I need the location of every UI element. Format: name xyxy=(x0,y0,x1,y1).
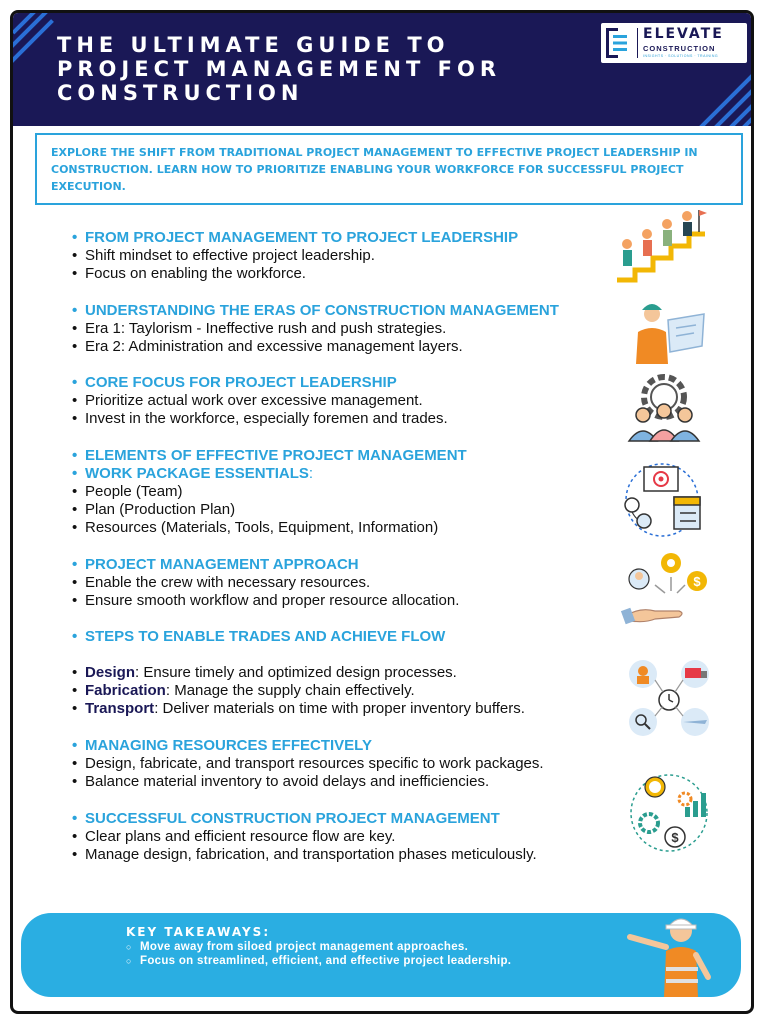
title-line: PROJECT MANAGEMENT FOR xyxy=(57,57,502,81)
takeaways-list xyxy=(126,940,576,968)
svg-text:$: $ xyxy=(671,830,679,845)
list-item: • Design, fabricate, and transport resources specific to work packages. xyxy=(70,755,630,773)
section-resources xyxy=(70,737,630,791)
item-text: : Manage the supply chain effectively. xyxy=(165,682,415,699)
construction-worker-icon xyxy=(626,907,718,997)
section-heading: • STEPS TO ENABLE TRADES AND ACHIEVE FLOW xyxy=(70,628,630,646)
list-item: • Era 1: Taylorism - Ineffective rush and push strategies. xyxy=(70,320,630,338)
item-text: : Ensure timely and optimized design processes. xyxy=(135,664,457,681)
infographic-frame xyxy=(10,10,754,1014)
subheading-suffix: : xyxy=(308,465,314,482)
team-gear-icon xyxy=(623,373,705,443)
list-item xyxy=(70,664,630,682)
section-heading: • FROM PROJECT MANAGEMENT TO PROJECT LEADERSHIP xyxy=(70,229,630,247)
list-item: • Era 2: Administration and excessive management layers. xyxy=(70,338,630,356)
section-elements xyxy=(70,447,630,537)
item-key: Design xyxy=(85,664,136,681)
list-item: • Balance material inventory to avoid delays and inefficiencies. xyxy=(70,773,630,791)
section-heading: • CORE FOCUS FOR PROJECT LEADERSHIP xyxy=(70,374,630,392)
svg-text:$: $ xyxy=(693,574,701,589)
team-climbing-stairs-icon xyxy=(613,208,709,288)
section-heading: • ELEMENTS OF EFFECTIVE PROJECT MANAGEMENT xyxy=(70,447,630,465)
key-takeaways-panel xyxy=(21,913,741,997)
takeaway-item: ○ Focus on streamlined, efficient, and effective project leadership. xyxy=(126,954,576,968)
section-heading: • MANAGING RESOURCES EFFECTIVELY xyxy=(70,737,630,755)
title-line: CONSTRUCTION xyxy=(57,81,304,105)
section-heading: • SUCCESSFUL CONSTRUCTION PROJECT MANAGEMENT xyxy=(70,810,630,828)
logo-divider xyxy=(637,28,638,58)
subheading-text: WORK PACKAGE ESSENTIALS xyxy=(85,465,309,482)
logo-mark-icon xyxy=(605,27,631,59)
clock-gear-money-icon xyxy=(625,771,713,855)
list-item xyxy=(70,700,630,718)
logo-name: ELEVATE xyxy=(643,26,724,42)
list-item: • Enable the crew with necessary resources. xyxy=(70,574,630,592)
list-item: • Manage design, fabrication, and transportation phases meticulously. xyxy=(70,846,630,864)
section-approach xyxy=(70,556,630,610)
logo-subtitle: CONSTRUCTION xyxy=(643,44,716,53)
item-key: Fabrication xyxy=(85,682,166,699)
section-success xyxy=(70,810,630,864)
list-item xyxy=(70,682,630,700)
elevate-logo xyxy=(601,23,747,63)
section-steps xyxy=(70,628,630,718)
takeaways-title: KEY TAKEAWAYS: xyxy=(126,925,271,939)
section-heading: • PROJECT MANAGEMENT APPROACH xyxy=(70,556,630,574)
item-key: Transport xyxy=(85,700,155,717)
list-item: • Shift mindset to effective project leadership. xyxy=(70,247,630,265)
list-item: • Clear plans and efficient resource flow are key. xyxy=(70,828,630,846)
section-heading: • UNDERSTANDING THE ERAS OF CONSTRUCTION MANAGEMENT xyxy=(70,302,630,320)
list-item: • Focus on enabling the workforce. xyxy=(70,265,630,283)
list-item: • People (Team) xyxy=(70,483,630,501)
section-leadership xyxy=(70,229,630,283)
logistics-flow-icon xyxy=(625,656,711,738)
title-line: THE ULTIMATE GUIDE TO xyxy=(57,33,450,57)
plan-target-icon xyxy=(618,461,706,539)
engineer-blueprint-icon xyxy=(628,296,708,368)
hand-resources-icon xyxy=(621,549,707,625)
section-eras xyxy=(70,302,630,356)
list-item: • Resources (Materials, Tools, Equipment, Information) xyxy=(70,519,630,537)
list-item: • Ensure smooth workflow and proper resource allocation. xyxy=(70,592,630,610)
list-item: • Plan (Production Plan) xyxy=(70,501,630,519)
logo-tagline: INSIGHTS · SOLUTIONS · TRAINING xyxy=(643,54,719,58)
intro-text: EXPLORE THE SHIFT FROM TRADITIONAL PROJECT MANAGEMENT TO EFFECTIVE PROJECT LEADERSHIP IN CONSTRUCTION. LEARN HOW TO PRIORITIZE ENABLING YOUR WORKFORCE FOR SUCCESSFUL PROJECT EXECUTION. xyxy=(51,146,698,193)
list-item: • Invest in the workforce, especially foremen and trades. xyxy=(70,410,630,428)
item-text: : Deliver materials on time with proper inventory buffers. xyxy=(154,700,525,717)
header-banner xyxy=(13,13,751,126)
list-item: • Prioritize actual work over excessive management. xyxy=(70,392,630,410)
takeaway-item: ○ Move away from siloed project management approaches. xyxy=(126,940,576,954)
section-subheading xyxy=(70,465,630,483)
section-core-focus xyxy=(70,374,630,428)
intro-box xyxy=(35,133,743,205)
page-title xyxy=(57,33,501,105)
